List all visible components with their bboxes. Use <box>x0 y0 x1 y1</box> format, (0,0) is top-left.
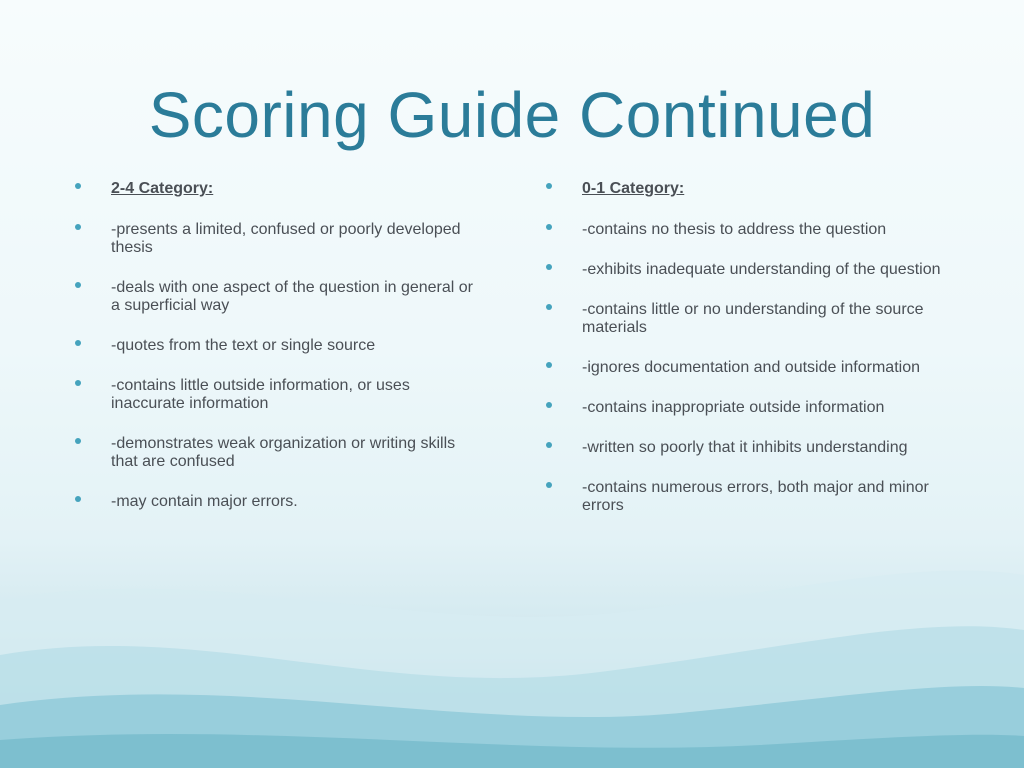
slide-title: Scoring Guide Continued <box>148 79 876 151</box>
list-item-text: -contains no thesis to address the question <box>582 221 887 238</box>
list-item <box>72 493 482 511</box>
list-item <box>72 435 482 471</box>
list-item <box>543 399 953 417</box>
list-item-text: -deals with one aspect of the question in general or a superficial way <box>111 279 474 314</box>
list-item-text: -contains little or no understanding of the source materials <box>582 301 924 336</box>
list-item-text: -demonstrates weak organization or writing skills that are confused <box>111 435 456 470</box>
bullet-icon <box>75 282 81 288</box>
list-item <box>72 180 482 198</box>
bullet-icon <box>546 224 552 230</box>
left-bullet-list <box>72 180 482 511</box>
bullet-icon <box>75 380 81 386</box>
list-item <box>72 377 482 413</box>
list-item-text: -exhibits inadequate understanding of the question <box>582 261 941 278</box>
list-item <box>72 221 482 257</box>
list-item-text: -contains numerous errors, both major and minor errors <box>582 479 929 514</box>
list-item <box>543 221 953 239</box>
bullet-icon <box>546 482 552 488</box>
right-column-heading: 0-1 Category: <box>582 180 685 197</box>
list-item <box>543 261 953 279</box>
bullet-icon <box>75 496 81 502</box>
bullet-icon <box>75 438 81 444</box>
list-item-text: -contains little outside information, or uses inaccurate information <box>111 377 410 412</box>
bullet-icon <box>546 442 552 448</box>
list-item <box>543 359 953 377</box>
list-item-text: -quotes from the text or single source <box>111 337 376 354</box>
list-item-text: -ignores documentation and outside information <box>582 359 920 376</box>
left-column-heading: 2-4 Category: <box>111 180 214 197</box>
bullet-icon <box>75 340 81 346</box>
bullet-icon <box>546 402 552 408</box>
list-item <box>543 301 953 337</box>
list-item-text: -written so poorly that it inhibits understanding <box>582 439 908 456</box>
right-bullet-list <box>543 180 953 515</box>
list-item <box>72 337 482 355</box>
list-item <box>543 439 953 457</box>
list-item <box>72 279 482 315</box>
bullet-icon <box>75 224 81 230</box>
list-item-text: -presents a limited, confused or poorly developed thesis <box>111 221 461 256</box>
list-item <box>543 180 953 198</box>
bullet-icon <box>546 264 552 270</box>
left-column <box>72 180 482 533</box>
list-item-text: -contains inappropriate outside information <box>582 399 885 416</box>
bullet-icon <box>75 183 81 189</box>
list-item-text: -may contain major errors. <box>111 493 298 510</box>
right-column <box>543 180 953 537</box>
bullet-icon <box>546 304 552 310</box>
bullet-icon <box>546 183 552 189</box>
list-item <box>543 479 953 515</box>
bullet-icon <box>546 362 552 368</box>
